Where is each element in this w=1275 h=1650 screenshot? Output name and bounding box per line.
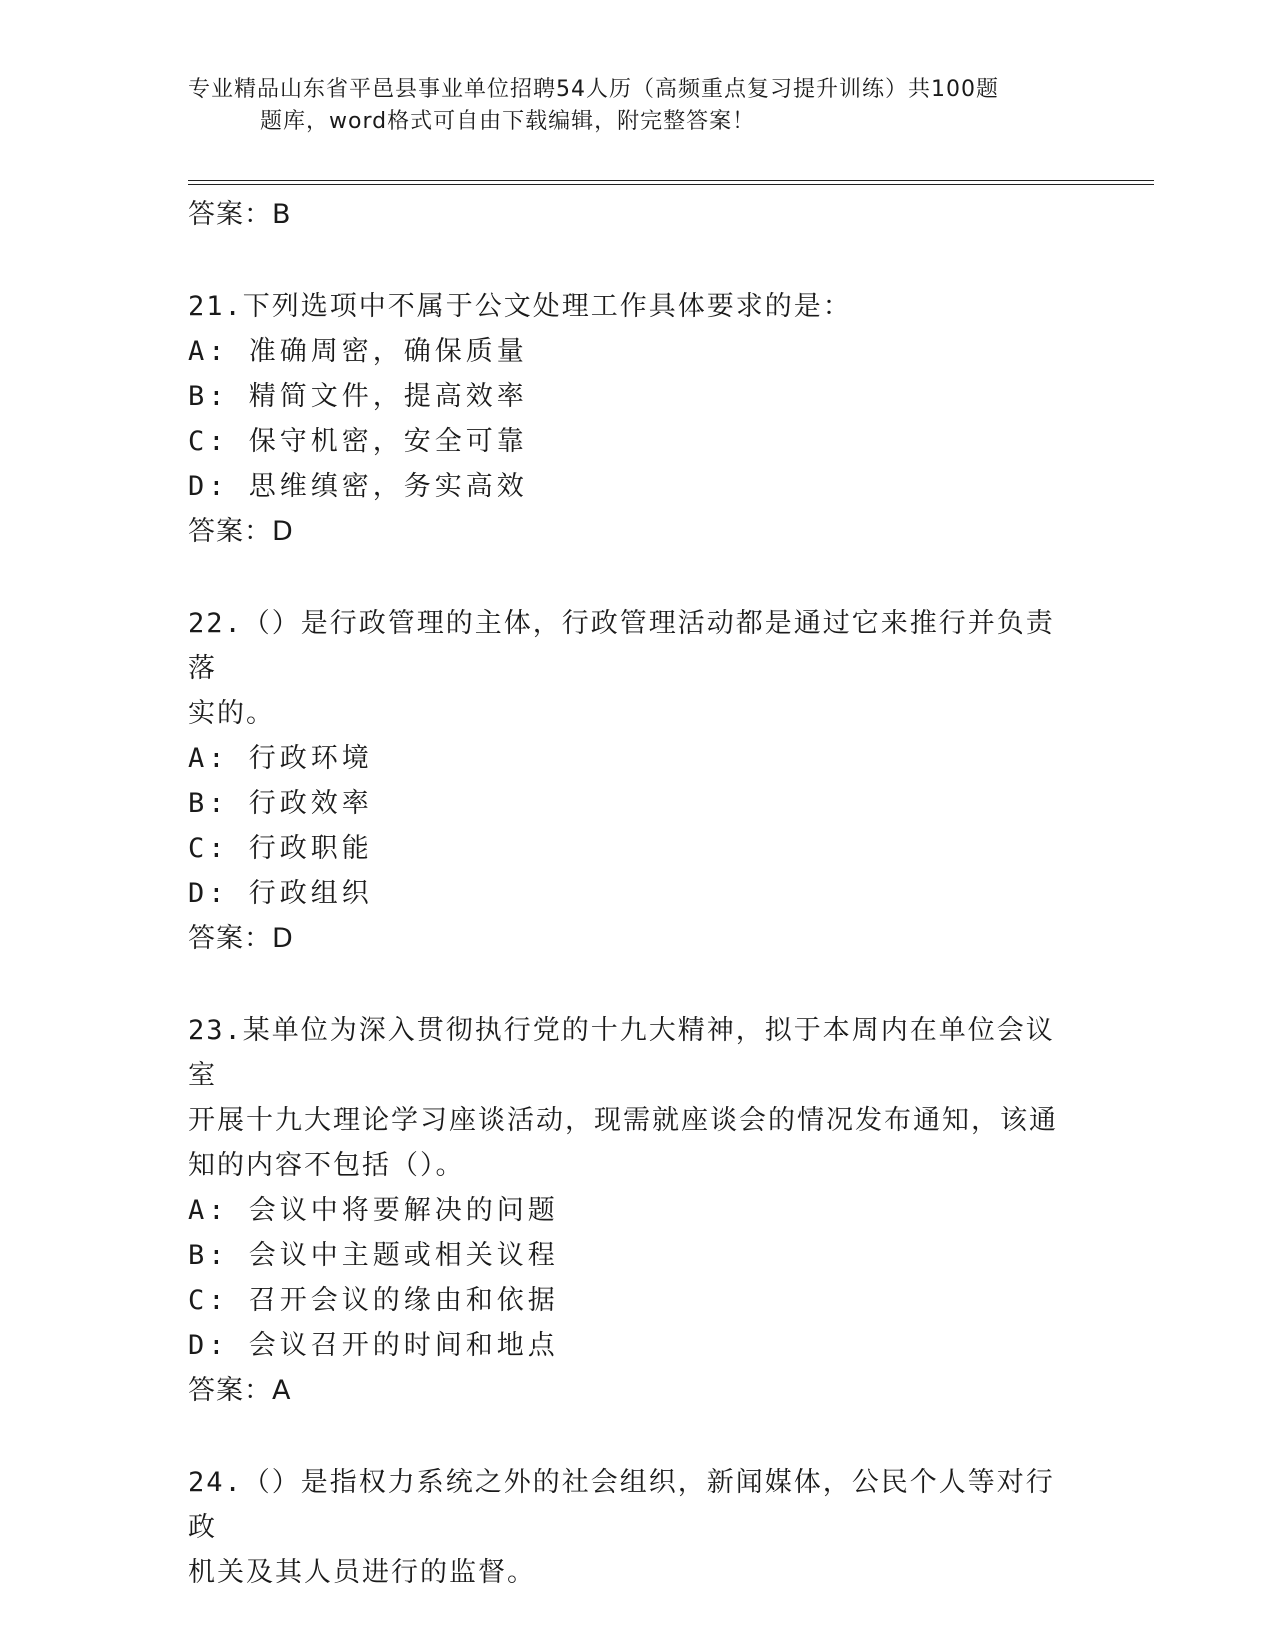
option-b: B: 行政效率 bbox=[188, 788, 373, 819]
question-stem-line: 24.（）是指权力系统之外的社会组织，新闻媒体，公民个人等对行政 bbox=[188, 1467, 1055, 1543]
option-c: C: 保守机密，安全可靠 bbox=[188, 426, 528, 457]
question-stem bbox=[188, 601, 1068, 736]
option-a: A: 行政环境 bbox=[188, 743, 373, 774]
header-title-line1: 专业精品山东省平邑县事业单位招聘54人历（高频重点复习提升训练）共100题 bbox=[188, 77, 999, 102]
question-stem bbox=[188, 284, 1068, 329]
question-stem-line: 开展十九大理论学习座谈活动，现需就座谈会的情况发布通知，该通 bbox=[188, 1105, 1058, 1136]
header-rule-top bbox=[188, 180, 1154, 181]
header-title-line2: 题库，word格式可自由下载编辑，附完整答案！ bbox=[260, 109, 756, 134]
question-stem-line: 知的内容不包括（）。 bbox=[188, 1150, 465, 1181]
answer: 答案：D bbox=[188, 923, 294, 954]
previous-answer: 答案：B bbox=[188, 199, 292, 230]
option-c: C: 召开会议的缘由和依据 bbox=[188, 1285, 559, 1316]
question-stem-line: 23.某单位为深入贯彻执行党的十九大精神，拟于本周内在单位会议室 bbox=[188, 1015, 1055, 1091]
question-stem-line: 实的。 bbox=[188, 698, 275, 729]
document-header bbox=[188, 74, 1068, 138]
question-stem-line: 21.下列选项中不属于公文处理工作具体要求的是： bbox=[188, 291, 852, 322]
option-d: D: 会议召开的时间和地点 bbox=[188, 1330, 559, 1361]
option-a: A: 准确周密，确保质量 bbox=[188, 336, 528, 367]
option-a: A: 会议中将要解决的问题 bbox=[188, 1195, 559, 1226]
option-b: B: 精简文件，提高效率 bbox=[188, 381, 528, 412]
question-23 bbox=[188, 1008, 1088, 1414]
option-d: D: 行政组织 bbox=[188, 878, 373, 909]
question-24 bbox=[188, 1460, 1088, 1595]
question-stem-line: 机关及其人员进行的监督。 bbox=[188, 1557, 536, 1588]
question-21 bbox=[188, 284, 1088, 555]
header-rule-bottom bbox=[188, 184, 1154, 185]
question-stem bbox=[188, 1008, 1068, 1188]
document-body bbox=[188, 192, 1088, 1595]
option-b: B: 会议中主题或相关议程 bbox=[188, 1240, 559, 1271]
option-c: C: 行政职能 bbox=[188, 833, 373, 864]
answer: 答案：A bbox=[188, 1375, 292, 1406]
question-stem-line: 22.（）是行政管理的主体，行政管理活动都是通过它来推行并负责落 bbox=[188, 608, 1055, 684]
answer: 答案：D bbox=[188, 516, 294, 547]
question-22 bbox=[188, 601, 1088, 962]
option-d: D: 思维缜密，务实高效 bbox=[188, 471, 528, 502]
question-stem bbox=[188, 1460, 1068, 1595]
